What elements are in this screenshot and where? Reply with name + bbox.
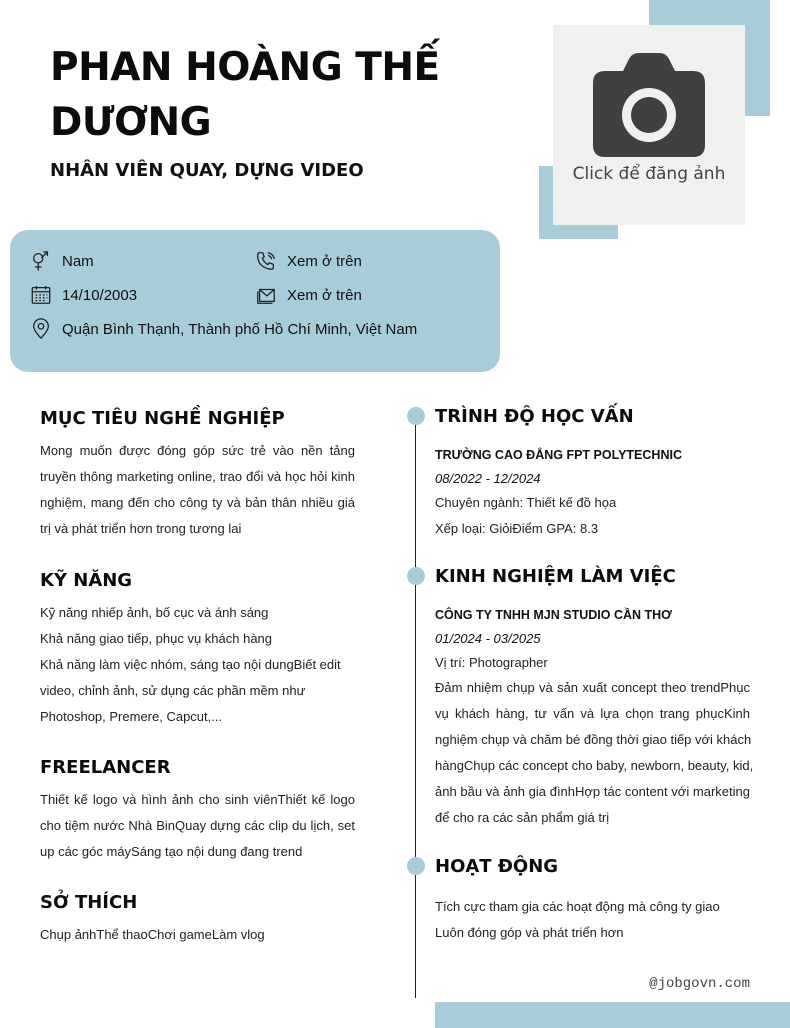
company-name: CÔNG TY TNHH MJN STUDIO CẦN THƠ	[435, 608, 672, 622]
accent-block-bottom	[435, 1002, 790, 1028]
birthday-info	[30, 284, 137, 306]
address-value: Quận Bình Thạnh, Thành phố Hồ Chí Minh, Việt Nam	[62, 320, 418, 338]
skills-heading: KỸ NĂNG	[40, 570, 133, 591]
experience-line: vụ khách hàng, tư vấn và lựa chọn trang phụcKinh	[435, 706, 750, 721]
activities-text	[435, 894, 750, 946]
timeline-dot-education	[407, 407, 425, 425]
email-info	[255, 284, 362, 306]
skills-line: Photoshop, Premere, Capcut,...	[40, 709, 223, 724]
timeline-dot-activities	[407, 857, 425, 875]
watermark: @jobgovn.com	[649, 976, 750, 992]
candidate-name-line2: DƯƠNG	[50, 100, 212, 145]
freelancer-heading: FREELANCER	[40, 757, 171, 778]
freelancer-line: up các góc máySáng tạo nội dung đang trend	[40, 844, 303, 859]
photo-upload[interactable]	[553, 25, 745, 225]
photo-upload-label: Click để đăng ảnh	[572, 164, 726, 184]
location-pin-icon	[30, 318, 52, 340]
objective-heading: MỤC TIÊU NGHỀ NGHIỆP	[40, 408, 285, 429]
education-grade: Xếp loại: GiỏiĐiểm GPA: 8.3	[435, 521, 599, 536]
experience-position: Vị trí: Photographer	[435, 655, 548, 670]
experience-line: hàngChụp các concept cho baby, newborn, beauty, kid,	[435, 758, 754, 773]
experience-heading: KINH NGHIỆM LÀM VIỆC	[435, 566, 676, 587]
address-info	[30, 318, 417, 340]
objective-line: nghiệm, mang đến cho công ty và bản thân nhiều giá	[40, 495, 355, 510]
freelancer-text	[40, 787, 355, 865]
education-dates: 08/2022 - 12/2024	[435, 471, 541, 486]
experience-line: nghiệm chụp và chăm bé đồng thời giao tiếp với khách	[435, 732, 752, 747]
gender-value: Nam	[62, 252, 94, 270]
timeline-line	[415, 416, 416, 998]
activities-heading: HOẠT ĐỘNG	[435, 856, 559, 877]
education-heading: TRÌNH ĐỘ HỌC VẤN	[435, 406, 634, 427]
candidate-name	[50, 40, 490, 150]
activities-line: Tích cực tham gia các hoạt động mà công ty giao	[435, 899, 720, 914]
education-major: Chuyên ngành: Thiết kế đồ họa	[435, 495, 617, 510]
experience-line: để cho ra các sản phẩm giá trị	[435, 810, 610, 825]
skills-line: Khả năng làm việc nhóm, sáng tạo nội dungBiết edit	[40, 657, 341, 672]
envelope-icon	[255, 284, 277, 306]
phone-value: Xem ở trên	[287, 252, 362, 270]
email-value: Xem ở trên	[287, 286, 362, 304]
experience-line: Đảm nhiệm chụp và sản xuất concept theo trendPhục	[435, 680, 750, 695]
experience-line: ảnh bầu và ảnh gia đìnhHợp tác content với marketing	[435, 784, 750, 799]
skills-text	[40, 600, 355, 730]
school-name: TRƯỜNG CAO ĐẲNG FPT POLYTECHNIC	[435, 448, 682, 462]
hobbies-heading: SỞ THÍCH	[40, 892, 138, 913]
candidate-name-line1: PHAN HOÀNG THẾ	[50, 45, 440, 90]
objective-text	[40, 438, 355, 542]
calendar-icon	[30, 284, 52, 306]
objective-line: trị và phát triển hơn trong tương lai	[40, 521, 242, 536]
birthday-value: 14/10/2003	[62, 286, 138, 304]
skills-line: Khả năng giao tiếp, phục vụ khách hàng	[40, 631, 273, 646]
timeline-dot-experience	[407, 567, 425, 585]
skills-line: Kỹ năng nhiếp ảnh, bố cục và ánh sáng	[40, 605, 269, 620]
contact-info-card	[10, 230, 500, 372]
gender-icon	[30, 250, 52, 272]
objective-line: truyền thông marketing online, trao đổi và học hỏi kinh	[40, 469, 355, 484]
gender-info	[30, 250, 94, 272]
freelancer-line: Thiết kế logo và hình ảnh cho sinh viênThiết kế logo	[40, 792, 355, 807]
objective-line: Mong muốn được đóng góp sức trẻ vào nền tảng	[40, 443, 355, 458]
skills-line: video, chỉnh ảnh, sử dụng các phần mềm như	[40, 683, 306, 698]
phone-info	[255, 250, 362, 272]
phone-icon	[255, 250, 277, 272]
hobbies-text: Chụp ảnhThể thaoChơi gameLàm vlog	[40, 927, 265, 942]
camera-icon	[591, 53, 707, 157]
freelancer-line: cho tiệm nước Nhà BinQuay dựng các clip du lịch, set	[40, 818, 355, 833]
experience-description	[435, 675, 754, 831]
job-title: NHÂN VIÊN QUAY, DỰNG VIDEO	[50, 160, 364, 181]
experience-dates: 01/2024 - 03/2025	[435, 631, 541, 646]
activities-line: Luôn đóng góp và phát triển hơn	[435, 925, 624, 940]
